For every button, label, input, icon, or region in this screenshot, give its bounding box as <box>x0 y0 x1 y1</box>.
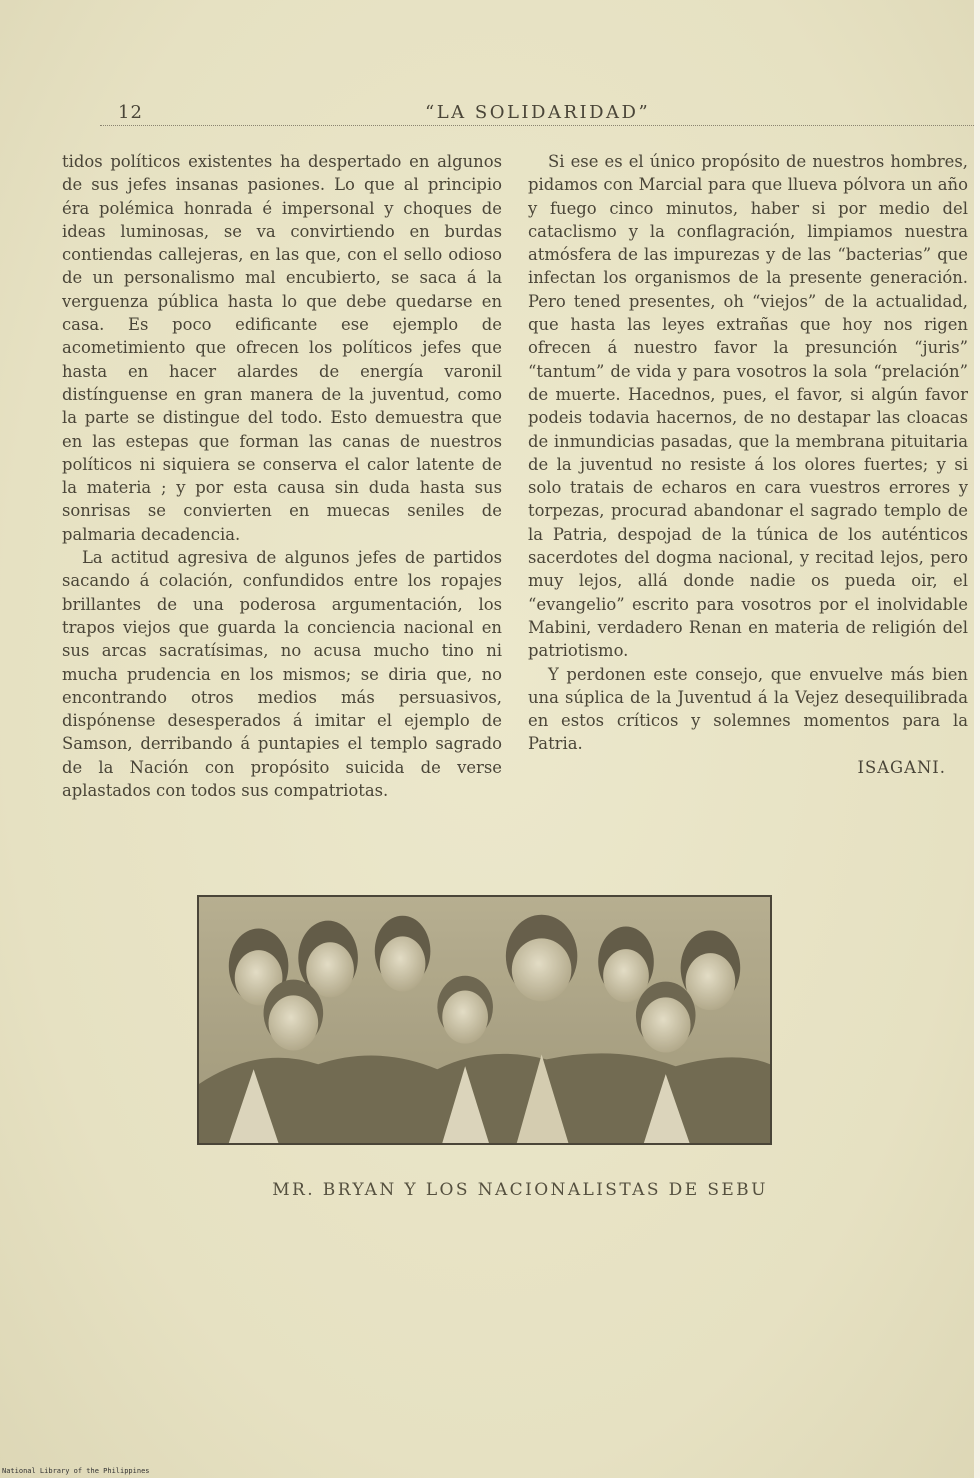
group-photo-image <box>199 897 770 1143</box>
page-number: 12 <box>118 102 143 123</box>
photo-caption: MR. BRYAN Y LOS NACIONALISTAS DE SEBU <box>272 1180 768 1200</box>
page-header <box>60 98 976 128</box>
paragraph: Si ese es el único propósito de nuestros hombres, pidamos con Marcial para que llueva pólvora un año y fuego cinco minutos, haber si por medio del cataclismo y la conflagración, limpiamos nuestra atmósfera de las impurezas y de las “bacterias” que infectan los organismos de la presente generación. Pero tened presentes, oh “viejos” de la actualidad, que hasta las leyes extrañas que hoy nos rigen ofrecen á nuestro favor la presunción “juris” “tantum” de vida y para vosotros la sola “prelación” de muerte. Hacednos, pues, el favor, si algún favor podeis todavia hacernos, de no destapar las cloacas de inmundicias pasadas, que la membrana pituitaria de la juventud no resiste á los olores fuertes; y si solo tratais de echaros en cara vuestros errores y torpezas, procurad abandonar el sagrado templo de la Patria, despojad de la túnica de los auténticos sacerdotes del dogma nacional, y recitad lejos, pero muy lejos, allá donde nadie os pueda oir, el “evangelio” escrito para vosotros por el inolvidable Mabini, verdadero Renan en materia de religión del patriotismo. <box>528 152 968 661</box>
header-rule <box>100 125 976 126</box>
page-edge <box>974 0 980 1478</box>
author-signature: ISAGANI. <box>857 757 946 777</box>
library-credit: National Library of the Philippines <box>2 1467 150 1475</box>
group-photo <box>197 895 772 1145</box>
paragraph: La actitud agresiva de algunos jefes de partidos sacando á colación, confundidos entre los ropajes brillantes de una poderosa argumentación, los trapos viejos que guarda la conciencia nacional en sus arcas sacratísimas, no acusa mucho tino ni mucha prudencia en los mismos; se diria que, no encontrando otros medios más persuasivos, dispónense desesperados á imitar el ejemplo de Samson, derribando á puntapies el templo sagrado de la Nación con propósito suicida de verse aplastados con todos sus compatriotas. <box>62 548 502 801</box>
paragraph: Y perdonen este consejo, que envuelve más bien una súplica de la Juventud á la Vejez desequilibrada en estos críticos y solemnes momentos para la Patria. <box>528 664 968 754</box>
publication-title: “LA SOLIDARIDAD” <box>425 102 651 123</box>
paragraph: tidos políticos existentes ha despertado en algunos de sus jefes insanas pasiones. Lo que al principio éra polémica honrada é impersonal y choques de ideas luminosas, se va convirtiendo en burdas contiendas callejeras, en las que, con el sello odioso de un personalismo mal encubierto, se saca á la verguenza pública hasta lo que debe quedarse en casa. Es poco edificante ese ejemplo de acometimiento que ofrecen los políticos jefes que hasta en hacer alardes de energía varonil distínguense en gran manera de la juventud, como la parte se distingue del todo. Esto demuestra que en las estepas que forman las canas de nuestros políticos ni siquiera se conserva el calor latente de la materia ; y por esta causa sin duda hasta sus sonrisas se convierten en muecas seniles de palmaria decadencia. <box>62 152 502 544</box>
left-column <box>62 150 502 802</box>
right-column <box>528 150 968 779</box>
